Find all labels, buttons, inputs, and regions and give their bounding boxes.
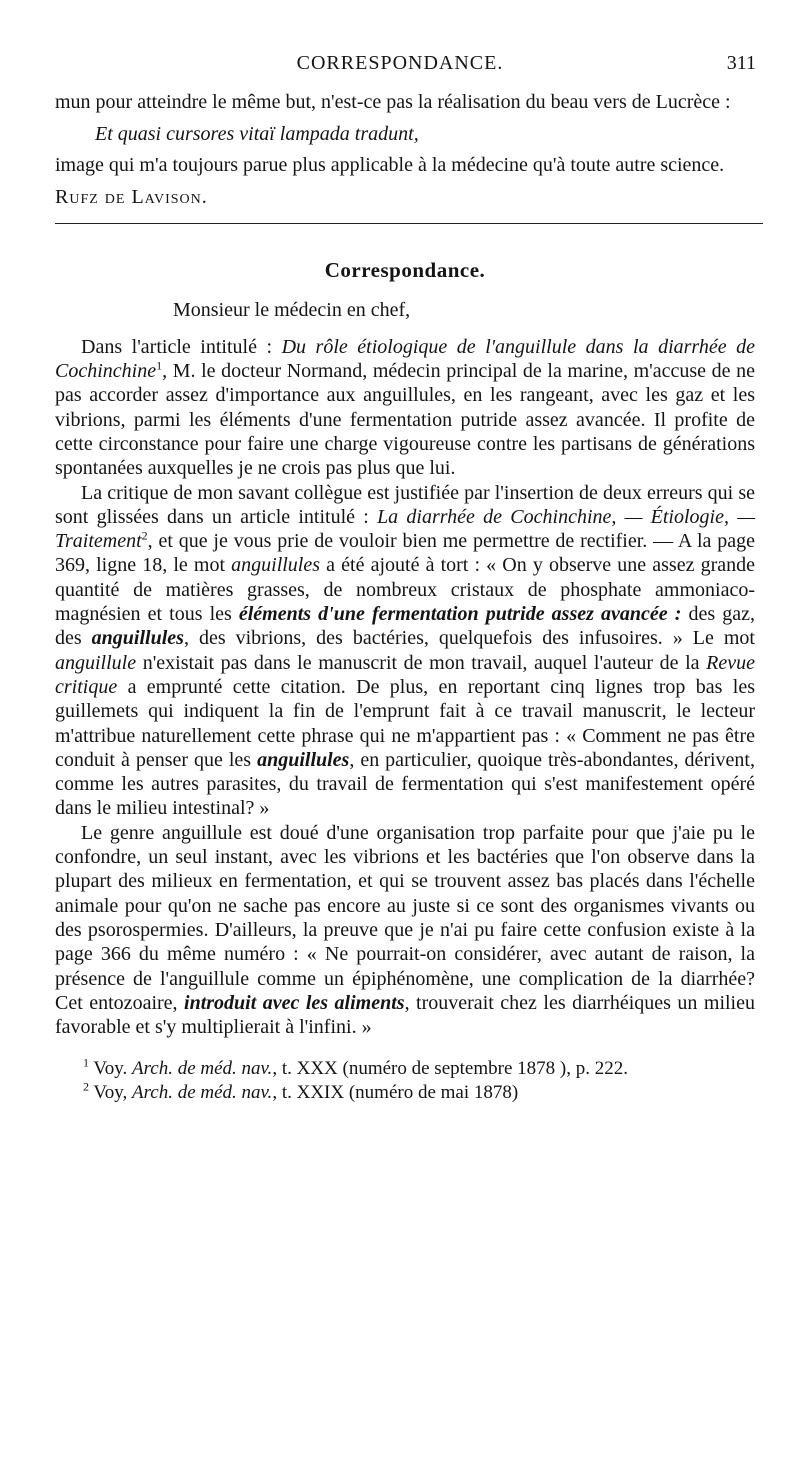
footnote: $^1$ Voy. Arch. de méd. nav., t. XXX (numéro de septembre 1878 ), p. 222. (83, 1056, 628, 1080)
footnote: $^2$ Voy, Arch. de méd. nav., t. XXIX (numéro de mai 1878) (83, 1080, 519, 1104)
section-divider (55, 223, 763, 224)
section-heading: Correspondance. (324, 258, 486, 283)
body-paragraph: La critique de mon savant collègue est justifiée par l'insertion de deux erreurs qui se sont glissées dans un article intitulé : La diarrhée de Cochinchine, — Étiologie, — Traitement$^2$, et que je vous prie de vouloir bien me permettre de rectifier. — A la page 369, ligne 18, le mot anguillules a été ajouté à tort : « On y observe une assez grande quantité de matières grasses, de nombreux cristaux de phosphate ammoniaco-magnésien et tous les éléments d'une fermentation putride assez avancée : des gaz, des anguillules, des vibrions, des bactéries, quelquefois des infusoires. » Le mot anguillule n'existait pas dans le manuscrit de mon travail, auquel l'auteur de la Revue critique a emprunté cette citation. De plus, en reportant cinq lignes trop bas les guillemets qui indiquent la fin de l'emprunt fait à ce travail manuscrit, le lecteur m'attribue naturellement cette phrase qui ne m'appartient pas : « Comment ne pas être conduit à penser que les anguillules, en particulier, quoique très-abondantes, dérivent, comme les autres parasites, du travail de fermentation qui s'est manifestement opéré dans le milieu intestinal? » (55, 481, 755, 820)
author-signature: Rufz de Lavison. (55, 185, 208, 208)
page-content (55, 90, 755, 1105)
running-title: CORRESPONDANCE. (296, 52, 504, 74)
body-paragraph: Le genre anguillule est doué d'une organisation trop parfaite pour que j'aie pu le confondre, un seul instant, avec les vibrions et les bactéries que l'on observe dans la plupart des milieux en fermentation, et qui se trouvent assez bas placés dans l'échelle animale pour qu'on ne sache pas encore au juste si ce sont des organismes vivants ou des psorospermies. D'ailleurs, la preuve que je n'ai pu faire cette confusion existe à la page 366 du même numéro : « Ne pourrait-on considérer, avec autant de raison, la présence de l'anguillule comme un épiphénomène, une complication de la diarrhée? Cet entozoaire, introduit avec les aliments, trouverait chez les diarrhéiques un milieu favorable et s'y multiplierait à l'infini. » (55, 821, 755, 1039)
footnote-ref: 2 (141, 528, 148, 543)
salutation: Monsieur le médecin en chef, (173, 299, 411, 322)
running-head (0, 52, 800, 82)
body-paragraph: Dans l'article intitulé : Du rôle étiologique de l'anguillule dans la diarrhée de Cochinchine$^1$, M. le docteur Normand, médecin principal de la marine, m'accuse de ne pas accorder assez d'importance aux anguillules, en les rangeant, avec les gaz et les vibrions, parmi les éléments d'une fermentation putride assez avancée. Il profite de cette circonstance pour faire une charge vigoureuse contre les partisans de générations spontanées auxquelles je ne crois pas plus que lui. (55, 335, 755, 480)
footnote-ref: 1 (156, 358, 163, 373)
prev-article-paragraph: mun pour atteindre le même but, n'est-ce pas la réalisation du beau vers de Lucrèce : (55, 91, 731, 113)
footnotes (55, 1057, 755, 1105)
prev-article-paragraph: image qui m'a toujours parue plus applicable à la médecine qu'à toute autre science. (55, 153, 725, 176)
page-number: 311 (726, 52, 756, 74)
latin-verse: Et quasi cursores vitaï lampada tradunt, (95, 123, 419, 146)
